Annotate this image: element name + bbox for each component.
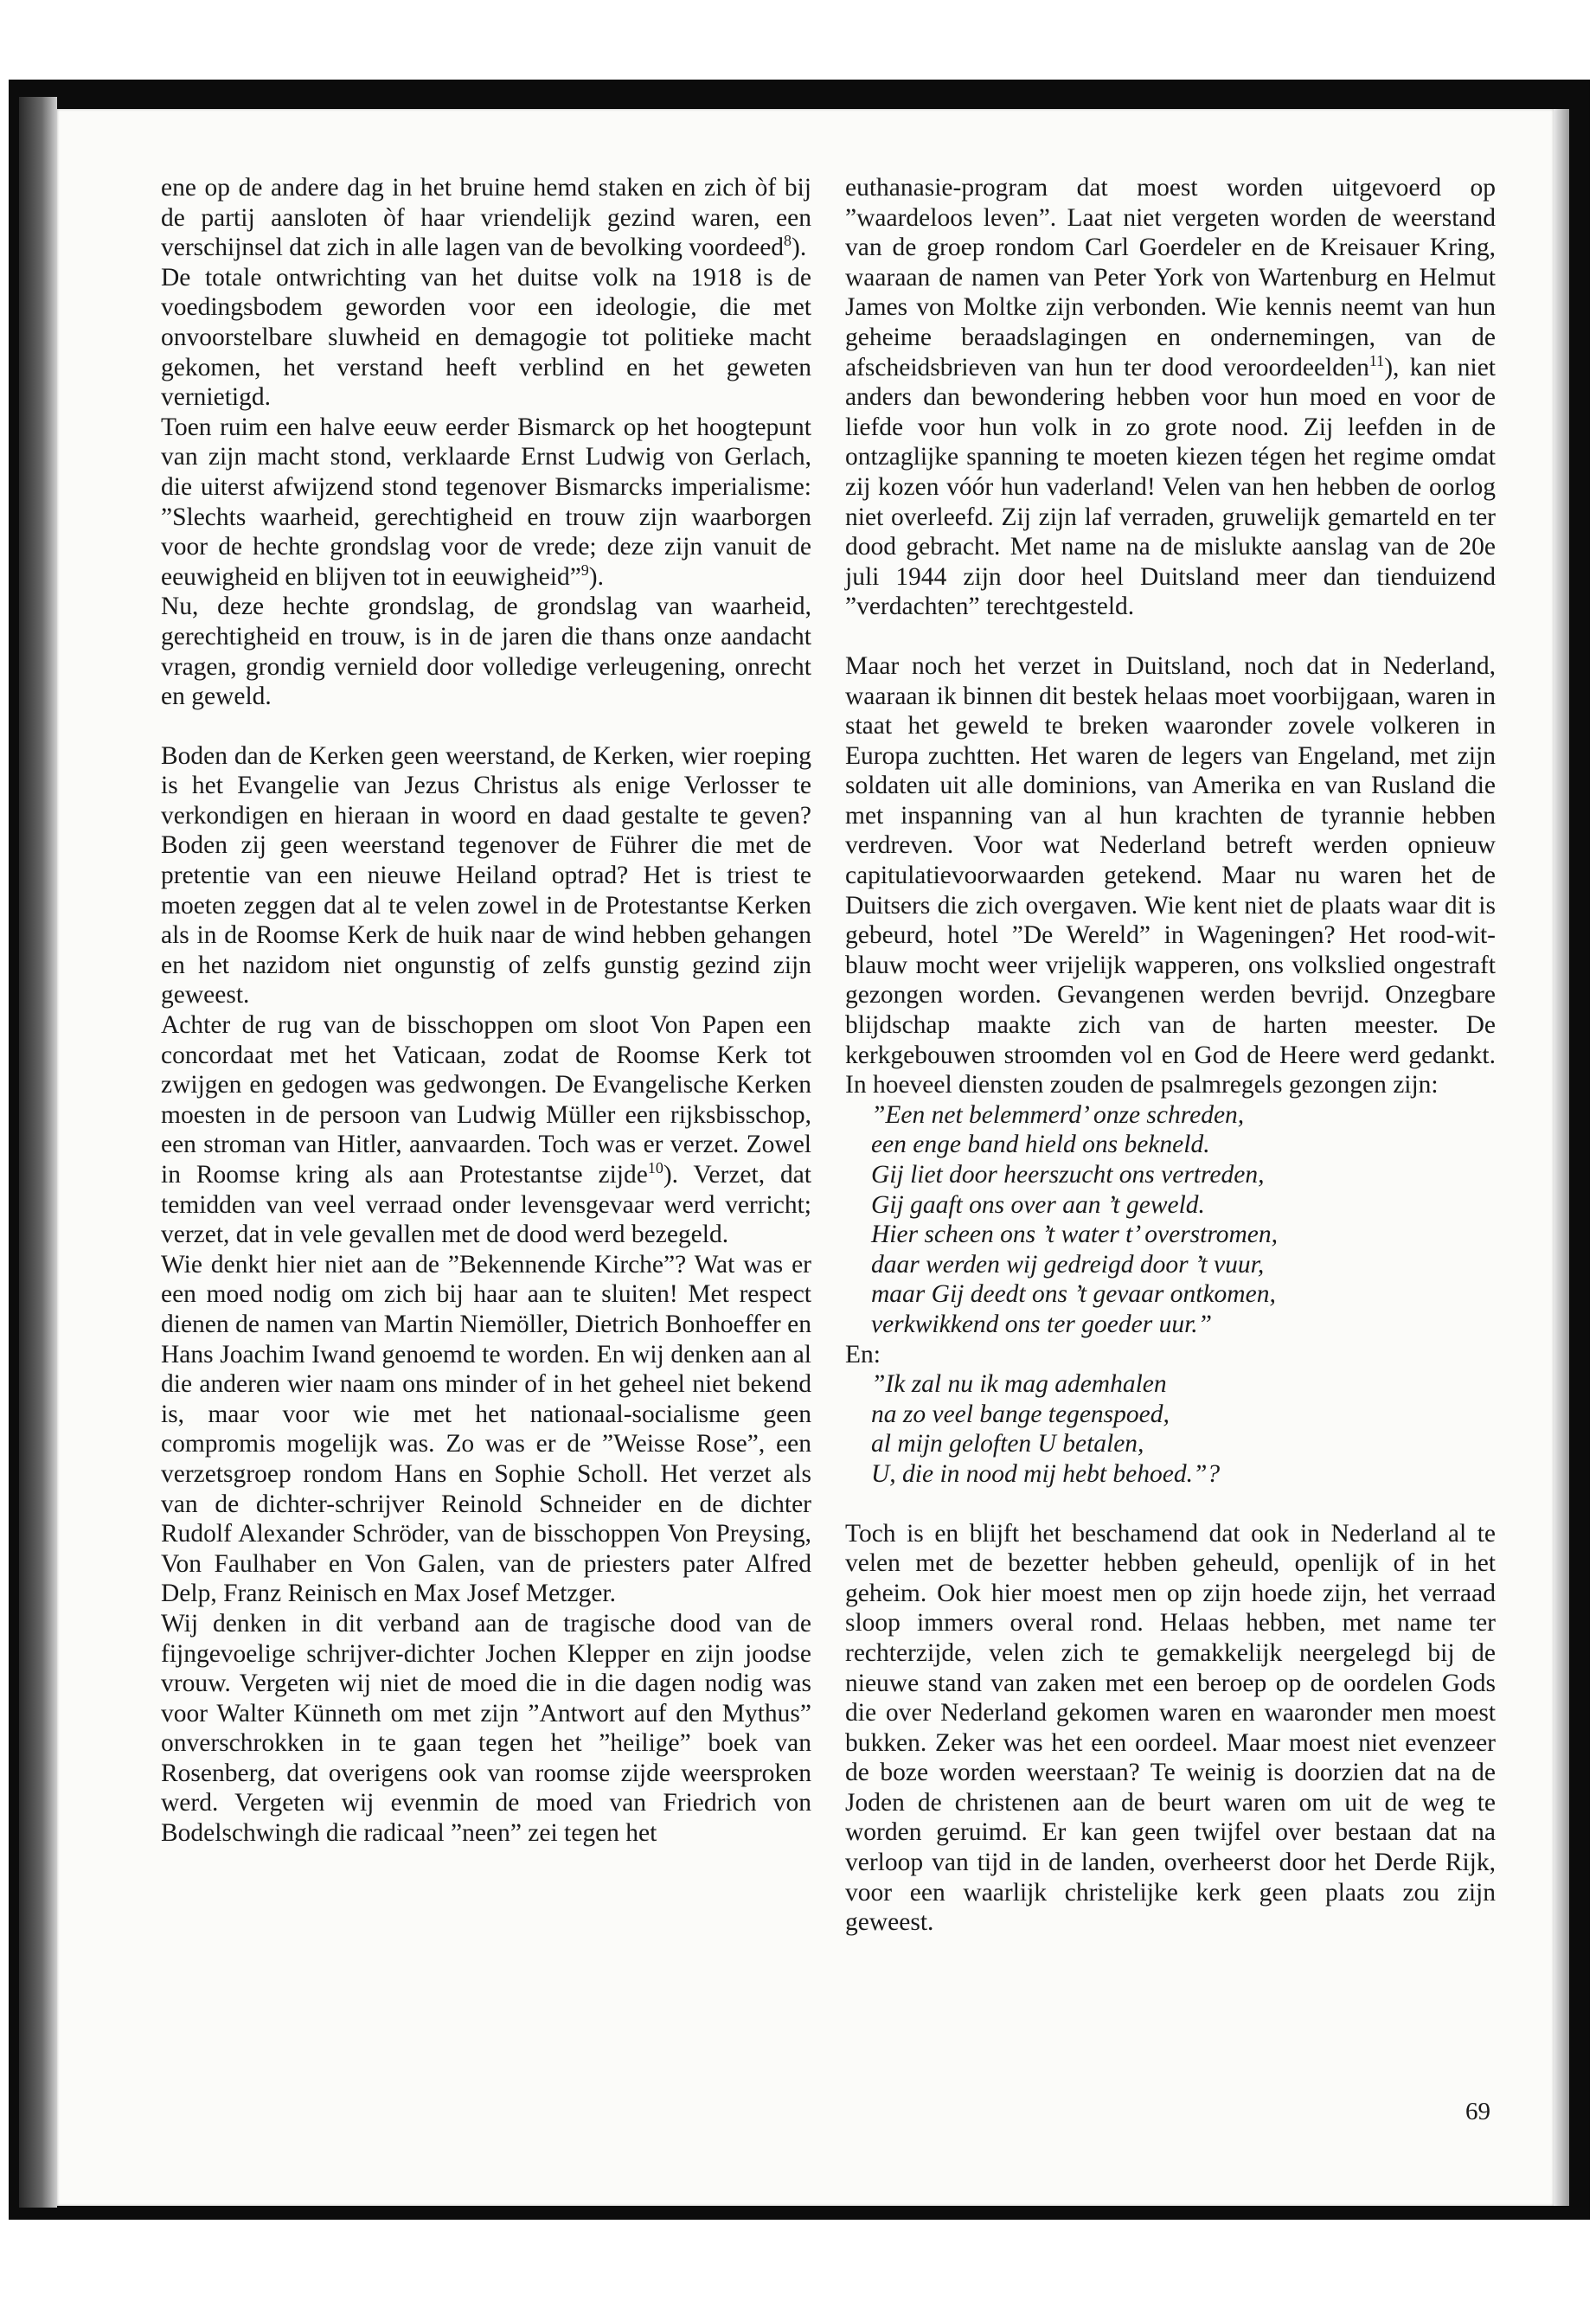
- footnote-ref-9: 9: [580, 561, 589, 579]
- poem-line: een enge band hield ons bekneld.: [871, 1131, 1210, 1159]
- left-paragraph-4: Nu, deze hechte grondslag, de grondslag van waarheid, gerechtigheid en trouw, is in de jaren die thans onze aandacht vragen, grondig vernield door volledige verleugening, onrecht en geweld.: [161, 593, 811, 711]
- psalm-quote-2: [871, 1369, 1496, 1489]
- left-paragraph-1: ene op de andere dag in het bruine hemd staken en zich òf bij de partij aansloten òf haar vriendelijk gezind waren, een verschijnsel dat zich in alle lagen van de bevolking voordeed$^8$).: [161, 174, 811, 262]
- left-paragraph-8: Wij denken in dit verband aan de tragische dood van de fijngevoelige schrijver-dichter Jochen Klepper en zijn joodse vrouw. Vergeten wij niet de moed die in die dagen nodig was voor Walter Künneth om met zijn ”Antwort auf den Mythus” onverschrokken in te gaan tegen het ”heilige” boek van Rosenberg, dat overigens ook van roomse zijde weersproken werd. Vergeten wij evenmin de moed van Friedrich von Bodelschwingh die radicaal ”neen” zei tegen het: [161, 1609, 811, 1848]
- page-number: 69: [1465, 2098, 1490, 2125]
- left-paragraph-2: De totale ontwrichting van het duitse volk na 1918 is de voedingsbodem geworden voor een ideologie, die met onvoorstelbare sluwheid en demagogie tot politieke macht gekomen, het verstand heeft verblind en het geweten vernietigd.: [161, 263, 811, 412]
- footnote-ref-11: 11: [1368, 351, 1385, 369]
- right-paragraph-2: Maar noch het verzet in Duitsland, noch dat in Nederland, waaraan ik binnen dit bestek helaas moet voorbijgaan, waren in staat het geweld te breken waaronder zovele volkeren in Europa zuchtten. Het waren de legers van Engeland, met zijn soldaten uit alle dominions, van Amerika en van Rusland die met inspanning van al hun krachten de tyrannie hebben verdreven. Voor wat Nederland betreft werden opnieuw capitulatievoorwaarden getekend. Maar nu waren het de Duitsers die zich overgaven. Wie kent niet de plaats waar dit is gebeurd, hotel ”De Wereld” in Wageningen? Het rood-wit-blauw mocht weer vrijelijk wapperen, ons volkslied ongestraft gezongen worden. Gevangenen werden bevrijd. Onzegbare blijdschap maakte zich van de harten meester. De kerkgebouwen stroomden vol en God de Heere werd gedankt. In hoeveel diensten zouden de psalmregels gezongen zijn:: [845, 651, 1496, 1099]
- poem-line: Gij gaaft ons over aan ’t geweld.: [871, 1190, 1205, 1219]
- footnote-ref-8: 8: [784, 232, 792, 250]
- page-stack-edge: [1554, 109, 1569, 2206]
- psalm-quote-1: [871, 1100, 1496, 1340]
- right-paragraph-1: euthanasie-program dat moest worden uitgevoerd op ”waardeloos leven”. Laat niet vergeten worden de weerstand van de groep rondom Carl Goerdeler en de Kreisauer Kring, waaraan de namen van Peter York von Wartenburg en Helmut James von Moltke zijn verbonden. Wie kennis neemt van hun geheime beraadslagingen en ondernemingen, van de afscheidsbrieven van hun ter dood veroordeelden$^{11}$), kan niet anders dan bewondering hebben voor hun moed en voor de liefde voor hun volk in zo grote nood. Zij leefden in de ontzaglijke spanning te moeten kiezen tégen het regime omdat zij kozen vóór hun vaderland! Velen van hen hebben de oorlog niet overleefd. Zij zijn laf verraden, gruwelijk gemarteld en ter dood gebracht. Met name na de mislukte aanslag van de 20e juli 1944 zijn door heel Duitsland meer dan tienduizend ”verdachten” terechtgesteld.: [845, 174, 1496, 621]
- poem-line: na zo veel bange tegenspoed,: [871, 1400, 1170, 1428]
- poem-line: daar werden wij gedreigd door ’t vuur,: [871, 1250, 1265, 1279]
- poem-line: U, die in nood mij hebt behoed.”?: [871, 1459, 1221, 1488]
- poem-line: Gij liet door heerszucht ons vertreden,: [871, 1161, 1265, 1189]
- en-label: En:: [845, 1340, 881, 1368]
- left-paragraph-3: Toen ruim een halve eeuw eerder Bismarck op het hoogtepunt van zijn macht stond, verklaarde Ernst Ludwig von Gerlach, die uiterst afwijzend stond tegenover Bismarcks imperialisme: ”Slechts waarheid, gerechtigheid en trouw zijn waarborgen voor de hechte grondslag voor de vrede; deze zijn vanuit de eeuwigheid en blijven tot in eeuwigheid”$^9$).: [161, 413, 811, 591]
- poem-line: maar Gij deedt ons ’t gevaar ontkomen,: [871, 1280, 1276, 1309]
- poem-line: Hier scheen ons ’t water t’ overstromen,: [871, 1221, 1279, 1249]
- left-paragraph-5: Boden dan de Kerken geen weerstand, de Kerken, wier roeping is het Evangelie van Jezus Christus als enige Verlosser te verkondigen en hieraan in woord en daad gestalte te geven? Boden zij geen weerstand tegenover de Führer die met de pretentie van een nieuwe Heiland optrad? Het is triest te moeten zeggen dat al te velen zowel in de Protestantse Kerken als in de Roomse Kerk de huik naar de wind hebben gehangen en het nazidom niet ongunstig of zelfs gunstig gezind zijn geweest.: [161, 741, 811, 1009]
- left-paragraph-6: Achter de rug van de bisschoppen om sloot Von Papen een concordaat met het Vaticaan, zodat de Roomse Kerk tot zwijgen en gedogen was gedwongen. De Evangelische Kerken moesten in de persoon van Ludwig Müller een rijksbisschop, een stroman van Hitler, aanvaarden. Toch was er verzet. Zowel in Roomse kring als aan Protestantse zijde$^{10}$). Verzet, dat temidden van veel verraad onder levensgevaar werd verricht; verzet, dat in vele gevallen met de dood werd bezegeld.: [161, 1011, 811, 1249]
- poem-line: ”Een net belemmerd’ onze schreden,: [871, 1100, 1245, 1129]
- poem-line: ”Ik zal nu ik mag ademhalen: [871, 1370, 1167, 1399]
- right-paragraph-3: Toch is en blijft het beschamend dat ook in Nederland al te velen met de bezetter hebben geheuld, openlijk of in het geheim. Ook hier moest men op zijn hoede zijn, het verraad sloop immers overal rond. Helaas hebben, met name ter rechterzijde, velen zich te gemakkelijk neergelegd bij de nieuwe stand van zaken met een beroep op de oordelen Gods die over Nederland gekomen waren en waaronder men moest bukken. Zeker was het een oordeel. Maar moest niet evenzeer de boze worden weerstaan? Te weinig is doorzien dat na de Joden de christenen aan de beurt waren om uit de weg te worden geruimd. Er kan geen twijfel over bestaan dat na verloop van tijd in de landen, overheerst door het Derde Rijk, voor een waarlijk christelijke kerk geen plaats zou zijn geweest.: [845, 1519, 1496, 1937]
- poem-line: al mijn geloften U betalen,: [871, 1430, 1144, 1458]
- poem-line: verkwikkend ons ter goeder uur.”: [871, 1310, 1213, 1338]
- footnote-ref-10: 10: [647, 1159, 663, 1177]
- right-column: [845, 173, 1496, 1938]
- book-spine-edge: [19, 97, 57, 2208]
- left-paragraph-7: Wie denkt hier niet aan de ”Bekennende Kirche”? Wat was er een moed nodig om zich bij haar aan te sluiten! Met respect dienen de namen van Martin Niemöller, Dietrich Bonhoeffer en Hans Joachim Iwand genoemd te worden. En wij denken aan al die anderen wier naam ons minder of in het geheel niet bekend is, maar voor wie met het nationaal-socialisme geen compromis mogelijk was. Zo was er de ”Weisse Rose”, een verzetsgroep rondom Hans en Sophie Scholl. Het verzet als van de dichter-schrijver Reinold Schneider en de dichter Rudolf Alexander Schröder, van de bisschoppen Von Preysing, Von Faulhaber en Von Galen, van de priesters pater Alfred Delp, Franz Reinisch en Max Josef Metzger.: [161, 1250, 811, 1608]
- left-column: [161, 173, 811, 1849]
